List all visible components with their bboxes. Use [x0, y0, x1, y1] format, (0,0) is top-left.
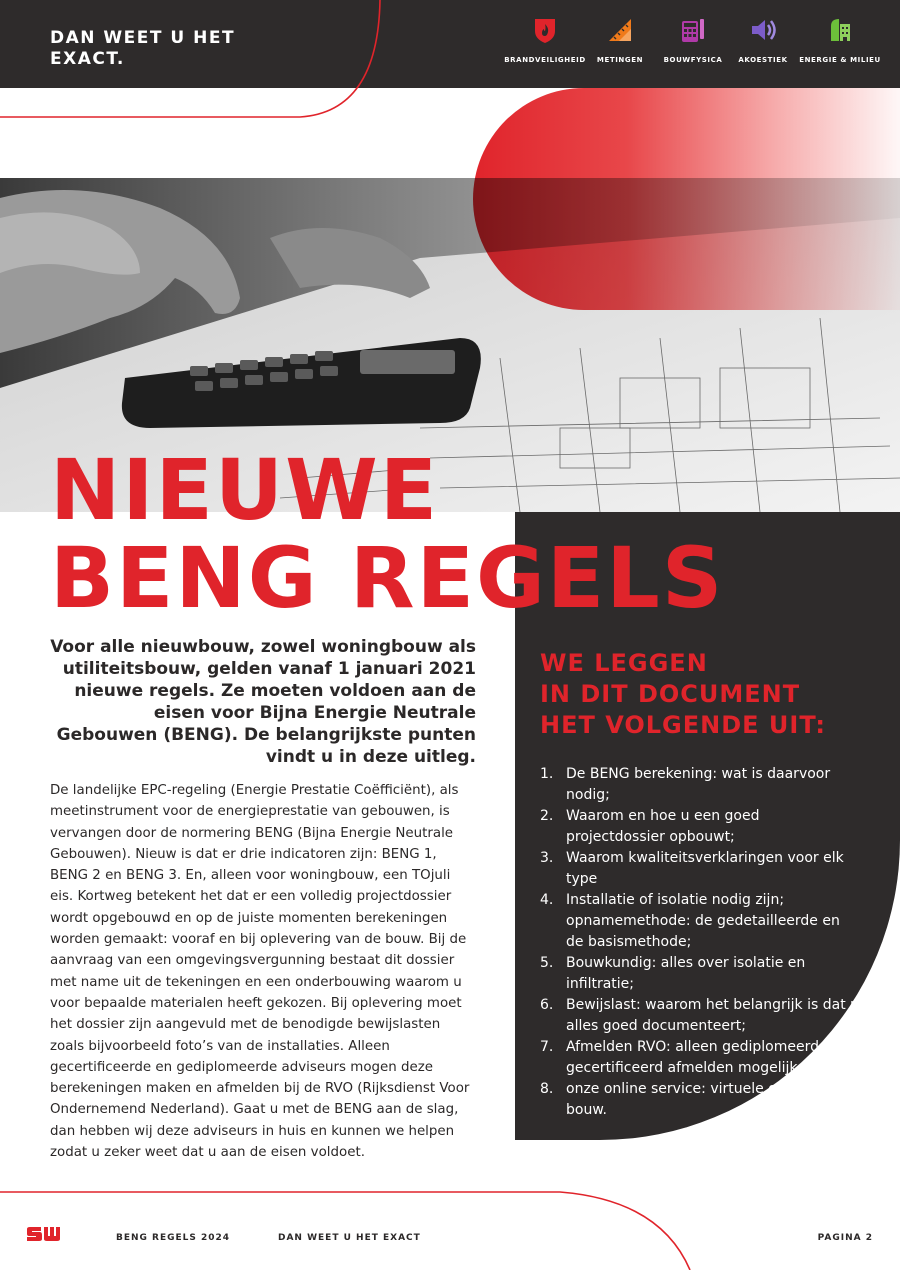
list-number: 1.: [540, 766, 554, 782]
list-text: onze online service: virtuele opname bouw.: [566, 1081, 826, 1118]
category-label: ENERGIE & MILIEU: [799, 56, 881, 64]
title-line-2: BENG REGELS: [50, 529, 725, 627]
body-paragraph: De landelijke EPC-regeling (Energie Prestatie Coëfficiënt), als meetinstrument voor de energieprestatie van gebouwen, is vervangen door de normering BENG (Bijna Energie Neutrale Gebouwen). Nieuw is dat er drie indicatoren zijn: BENG 1, BENG 2 en BENG 3. En, alleen voor woningbouw, een TOjuli eis. Kortweg betekent het dat er een volledig projectdossier wordt opgebouwd en op de juiste momenten berekeningen worden gemaakt: vooraf en bij oplevering van de bouw. Bij de aanvraag van een omgevingsvergunning bestaat dit dossier met name uit de tekeningen en een onderbouwing waarom u voor bepaalde materialen heeft gekozen. Bij oplevering moet het dossier zijn aangevuld met de benodigde bewijslasten zoals bijvoorbeeld foto’s van de installaties. Alleen gecertificeerde en gediplomeerde adviseurs mogen deze berekeningen maken en afmelden bij de RVO (Rijksdienst Voor Ondernemend Nederland). Gaat u met de BENG aan de slag, dan hebben wij deze adviseurs in huis en kunnen we helpen zodat u zeker weet dat u aan de eisen voldoet.: [50, 783, 470, 1161]
list-text: Bewijslast: waarom het belangrijk is dat u alles goed documenteert;: [566, 997, 860, 1034]
footer-tagline: DAN WEET U HET EXACT: [278, 1233, 421, 1243]
category-label: METINGEN: [596, 56, 644, 64]
top-header: [0, 0, 900, 88]
panel-heading: [540, 648, 826, 741]
list-number: 4.: [540, 892, 554, 908]
category-label: BRANDVEILIGHEID: [504, 56, 586, 64]
footer-page-number: PAGINA 2: [817, 1233, 873, 1243]
list-text: De BENG berekening: wat is daarvoor nodig;: [566, 766, 831, 803]
category-label: BOUWFYSICA: [663, 56, 723, 64]
brand-tagline: DAN WEET U HET EXACT.: [50, 28, 236, 69]
list-item: [540, 1037, 860, 1079]
footer-decorative-curve: [0, 1150, 900, 1270]
list-number: 2.: [540, 808, 554, 824]
title-line-1: NIEUWE: [50, 441, 440, 539]
calculator-pen-icon: [679, 16, 707, 44]
list-item: [540, 806, 860, 848]
list-item: [540, 764, 860, 806]
panel-heading-line: IN DIT DOCUMENT: [540, 680, 801, 708]
list-item: [540, 890, 860, 953]
page-title: [50, 441, 725, 627]
category-energie-milieu[interactable]: [795, 16, 885, 64]
list-number: 6.: [540, 997, 554, 1013]
footer-document-name: BENG REGELS 2024: [116, 1233, 231, 1243]
decorative-red-shape: [473, 88, 900, 310]
lead-paragraph: Voor alle nieuwbouw, zowel woningbouw als utiliteitsbouw, gelden vanaf 1 januari 2021 nieuwe regels. Ze moeten voldoen aan de eisen voor Bijna Energie Neutrale Gebouwen (BENG). De belangrijkste punten vindt u in deze uitleg.: [50, 637, 476, 767]
panel-heading-line: HET VOLGENDE UIT:: [540, 711, 826, 739]
flame-shield-icon: [531, 16, 559, 44]
list-item: [540, 1079, 860, 1121]
category-nav: [500, 16, 890, 76]
leaf-building-icon: [826, 16, 854, 44]
list-item: [540, 848, 860, 890]
topics-list: [540, 764, 860, 1121]
list-item: [540, 953, 860, 995]
company-logo[interactable]: [26, 1226, 62, 1242]
category-label: AKOESTIEK: [738, 56, 788, 64]
list-text: Waarom kwaliteitsverklaringen voor elk type: [566, 850, 844, 887]
list-text: Bouwkundig: alles over isolatie en infiltratie;: [566, 955, 806, 992]
list-number: 8.: [540, 1081, 554, 1097]
list-text: Waarom en hoe u een goed projectdossier opbouwt;: [566, 808, 760, 845]
list-item: [540, 995, 860, 1037]
list-number: 3.: [540, 850, 554, 866]
ruler-triangle-icon: [606, 16, 634, 44]
speaker-icon: [749, 16, 777, 44]
list-text: Installatie of isolatie nodig zijn; opnamemethode: de gedetailleerde en de basismethode;: [566, 892, 840, 950]
list-number: 5.: [540, 955, 554, 971]
list-number: 7.: [540, 1039, 554, 1055]
list-text: Afmelden RVO: alleen gediplomeerd en gecertificeerd afmelden mogelijk;: [566, 1039, 841, 1076]
panel-heading-line: WE LEGGEN: [540, 649, 708, 677]
